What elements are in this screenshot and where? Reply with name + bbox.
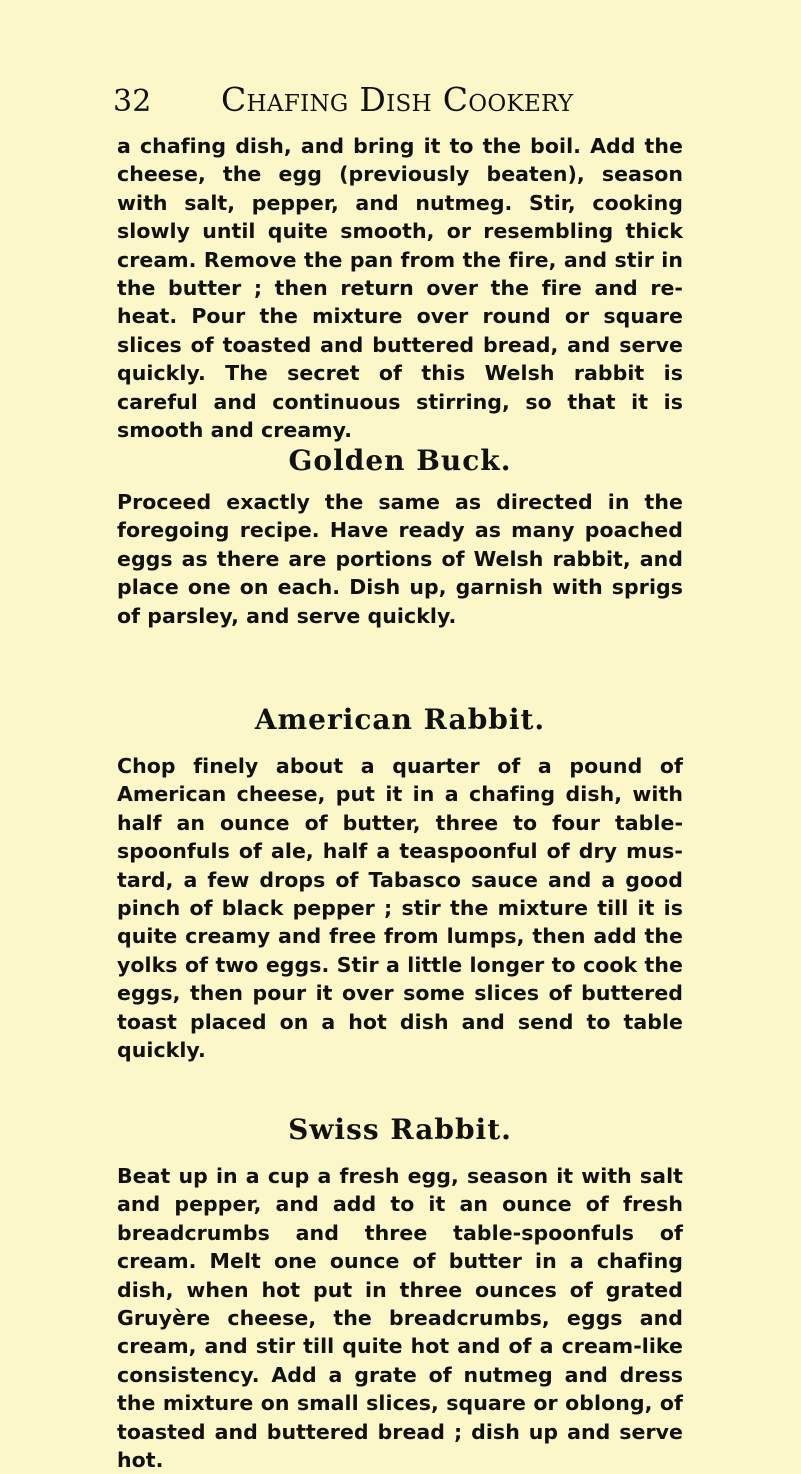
paragraph-welsh-rabbit-continued: a chafing dish, and bring it to the boil. Add the cheese, the egg (previously beaten), season with salt, pepper, and nutmeg. Stir, cooking slowly until quite smooth, or resembling thick cream. Remove the pan from the fire, and stir in the butter ; then return over the fire and re-heat. Pour the mixture over round or square slices of toasted and buttered bread, and serve quickly. The secret of this Welsh rabbit is careful and continuous stirring, so that it is smooth and creamy. [117,134,683,443]
paragraph-american-rabbit: Chop finely about a quarter of a pound of American cheese, put it in a chafing dish, with half an ounce of butter, three to four table-spoonfuls of ale, half a teaspoonful of dry mus-tard, a few drops of Tabasco sauce and a good pinch of black pepper ; stir the mixture till it is quite creamy and free from lumps, then add the yolks of two eggs. Stir a little longer to cook the eggs, then pour it over some slices of buttered toast placed on a hot dish and send to table quickly. [117,754,683,1063]
heading-american-rabbit: American Rabbit. [254,703,546,736]
paragraph-swiss-rabbit: Beat up in a cup a fresh egg, season it with salt and pepper, and add to it an ounce of fresh breadcrumbs and three table-spoonfuls of cream. Melt one ounce of butter in a chafing dish, when hot put in three ounces of grated Gruyère cheese, the breadcrumbs, eggs and cream, and stir till quite hot and of a cream-like consistency. Add a grate of nutmeg and dress the mixture on small slices, square or oblong, of toasted and buttered bread ; dish up and serve hot. [117,1164,683,1473]
running-head [113,80,593,120]
paragraph-golden-buck: Proceed exactly the same as directed in the foregoing recipe. Have ready as many poached eggs as there are portions of Welsh rabbit, and place one on each. Dish up, garnish with sprigs of parsley, and serve quickly. [117,490,683,628]
heading-swiss-rabbit: Swiss Rabbit. [288,1113,512,1146]
page-number: 32 [113,84,152,119]
running-title: Chafing Dish Cookery [221,80,574,119]
heading-golden-buck: Golden Buck. [288,444,512,477]
